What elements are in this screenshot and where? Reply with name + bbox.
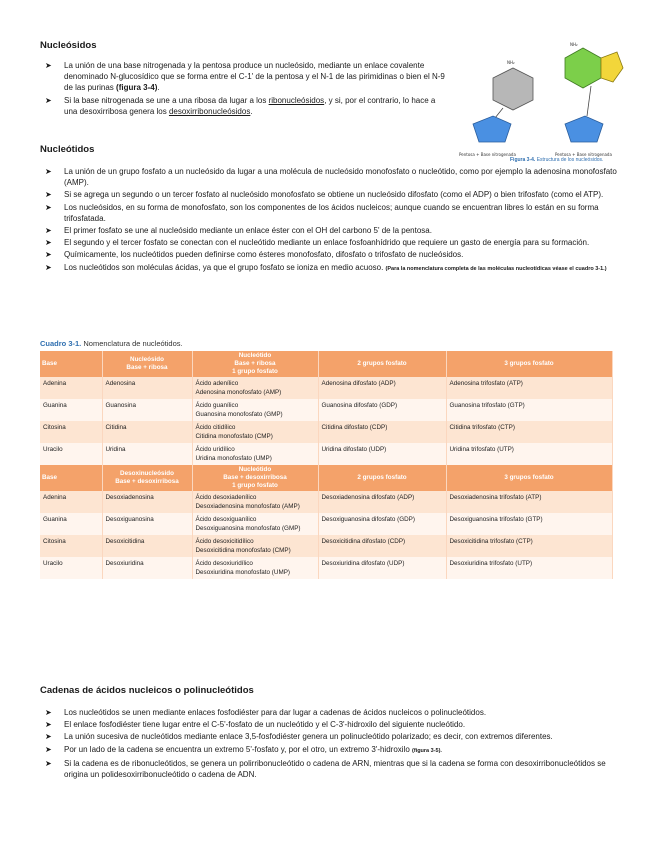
arrow-bullet-icon: ➤ <box>45 708 52 717</box>
nucleoside-structure-figure <box>455 38 625 163</box>
table-header-cell: Nucleótido Base + desoxirribosa 1 grupo fosfato <box>192 465 318 491</box>
table-cell: Desoxiadenosina trifosfato (ATP) <box>446 491 612 513</box>
table-cell: Guanosina <box>102 399 192 421</box>
acid-name: Ácido citidílico <box>195 424 236 431</box>
table-header-desoxi <box>40 465 612 491</box>
table-header-cell: Nucleósido Base + ribosa <box>102 351 192 377</box>
table-cell <box>192 421 318 443</box>
list-item: ➤ Los nucleósidos, en su forma de monofosfato, son los componentes de los ácidos nucleicos; aunque cuando se encuentran libres lo están en su forma trifosfatada. <box>45 202 599 223</box>
table-row <box>40 421 612 443</box>
link-desoxirribonucleosidos: desoxirribonucleósidos <box>168 106 251 116</box>
section-title-cadenas: Cadenas de ácidos nucleicos o polinucleótidos <box>40 685 254 696</box>
table-cell: Desoxicitidina difosfato (CDP) <box>318 535 446 557</box>
table-header-cell: Base <box>40 465 102 491</box>
list-item: ➤ La unión de una base nitrogenada y la pentosa produce un nucleósido, mediante un enlace covalente denominado N-glucosídico que se forma entre el C-1' de la pentosa y el N-1 de las pirimidinas o bien el N-9 de las purinas (figura 3-4). <box>45 61 445 93</box>
table-cell: Desoxiuridina trifosfato (UTP) <box>446 557 612 579</box>
acid-name: Ácido desoxiuridílico <box>195 560 253 567</box>
acid-name: Ácido adenílico <box>195 380 239 387</box>
monophosphate-name: Guanosina monofosfato (GMP) <box>195 411 283 418</box>
table-cell: Desoxiadenosina difosfato (ADP) <box>318 491 446 513</box>
table-caption: Cuadro 3-1. Nomenclatura de nucleótidos. <box>40 339 183 348</box>
monophosphate-name: Adenosina monofosfato (AMP) <box>195 389 282 396</box>
list-item: ➤ Los nucleótidos son moléculas ácidas, ya que el grupo fosfato se ioniza en medio acuoso. (Para la nomenclatura completa de las moléculas nucleotídicas véase el cuadro 3-1.) <box>45 262 607 272</box>
list-item: ➤ La unión sucesiva de nucleótidos mediante enlace 3,5-fosfodiéster genera un polinucleótido polarizado; es decir, con extremos diferentes. <box>45 732 553 742</box>
table-cell: Citosina <box>40 535 102 557</box>
arrow-bullet-icon: ➤ <box>45 95 52 105</box>
table-header-cell: 2 grupos fosfato <box>318 465 446 491</box>
table-cell: Desoxiuridina difosfato (UDP) <box>318 557 446 579</box>
table-header-cell: Nucleótido Base + ribosa 1 grupo fosfato <box>192 351 318 377</box>
list-item: ➤ La unión de un grupo fosfato a un nucleósido da lugar a una molécula de nucleósido monofosfato o nucleótido, como por ejemplo la adenosina monofosfato (AMP). <box>45 167 617 188</box>
table-cell: Citidina <box>102 421 192 443</box>
arrow-bullet-icon: ➤ <box>45 61 52 70</box>
nomenclature-table <box>40 351 613 579</box>
table-cell: Adenina <box>40 491 102 513</box>
table-header-cell: 2 grupos fosfato <box>318 351 446 377</box>
table-cell <box>192 399 318 421</box>
acid-name: Ácido desoxiadenílico <box>195 494 257 501</box>
list-item: ➤ Si la base nitrogenada se une a una ribosa da lugar a los ribonucleósidos, y si, por el contrario, lo hace a una desoxirribosa genera los desoxirribonucleósidos. <box>45 95 436 116</box>
monophosphate-name: Desoxiuridina monofosfato (UMP) <box>195 569 290 576</box>
table-cell: Desoxiadenosina <box>102 491 192 513</box>
table-cell: Uridina trifosfato (UTP) <box>446 443 612 465</box>
table-cell: Desoxicitidina trifosfato (CTP) <box>446 535 612 557</box>
table-cell: Desoxiguanosina trifosfato (GTP) <box>446 513 612 535</box>
arrow-bullet-icon: ➤ <box>45 262 52 272</box>
nucleotidos-list <box>40 166 620 276</box>
list-item: ➤ El enlace fosfodiéster tiene lugar entre el C-5'-fosfato de un nucleótido y el C-3'-hidroxilo del siguiente nucleótido. <box>45 720 466 730</box>
arrow-bullet-icon: ➤ <box>45 190 52 200</box>
pyrimidine-nucleoside-icon <box>459 60 533 157</box>
table-cell <box>192 443 318 465</box>
arrow-bullet-icon: ➤ <box>45 720 52 730</box>
table-row <box>40 377 612 399</box>
table-cell <box>192 535 318 557</box>
svg-text:NH₂: NH₂ <box>570 42 578 47</box>
purine-nucleoside-icon <box>555 42 623 157</box>
table-cell: Uracilo <box>40 557 102 579</box>
table-cell: Citosina <box>40 421 102 443</box>
list-item: ➤ Por un lado de la cadena se encuentra un extremo 5'-fosfato y, por el otro, un extremo 3'-hidroxilo (figura 3-5). <box>45 744 442 754</box>
arrow-bullet-icon: ➤ <box>45 758 52 768</box>
nucleosidos-list <box>40 60 450 118</box>
table-header-cell: 3 grupos fosfato <box>446 465 612 491</box>
arrow-bullet-icon: ➤ <box>45 202 52 212</box>
section-title-nucleosidos: Nucleósidos <box>40 40 97 51</box>
arrow-bullet-icon: ➤ <box>45 732 52 742</box>
table-cell: Desoxiuridina <box>102 557 192 579</box>
arrow-bullet-icon: ➤ <box>45 238 52 248</box>
list-item: ➤ El segundo y el tercer fosfato se conectan con el nucleótido mediante un enlace fosfoanhídrido que requiere un gasto de energía para su formación. <box>45 238 590 248</box>
section-title-nucleotidos: Nucleótidos <box>40 144 95 155</box>
table-cell <box>192 491 318 513</box>
table-cell: Guanosina difosfato (GDP) <box>318 399 446 421</box>
table-cell: Uridina difosfato (UDP) <box>318 443 446 465</box>
table-cell <box>192 557 318 579</box>
acid-name: Ácido desoxicitidílico <box>195 538 254 545</box>
table-header-cell: Base <box>40 351 102 377</box>
table-row <box>40 557 612 579</box>
monophosphate-name: Desoxiadenosina monofosfato (AMP) <box>195 503 300 510</box>
acid-name: Ácido desoxiguanílico <box>195 516 257 523</box>
monophosphate-name: Desoxiguanosina monofosfato (GMP) <box>195 525 301 532</box>
table-cell: Adenosina <box>102 377 192 399</box>
table-row <box>40 491 612 513</box>
monophosphate-name: Uridina monofosfato (UMP) <box>195 455 272 462</box>
list-item: ➤ Los nucleótidos se unen mediante enlaces fosfodiéster para dar lugar a cadenas de ácidos nucleicos o polinucleótidos. <box>45 708 487 717</box>
arrow-bullet-icon: ➤ <box>45 250 52 260</box>
table-row <box>40 399 612 421</box>
table-cell: Citidina difosfato (CDP) <box>318 421 446 443</box>
table-cell: Uracilo <box>40 443 102 465</box>
monophosphate-name: Desoxicitidina monofosfato (CMP) <box>195 547 291 554</box>
table-header-cell: Desoxinucleósido Base + desoxirribosa <box>102 465 192 491</box>
left-figure-label: Pentosa + Base nitrogenada <box>459 152 516 157</box>
cadenas-list <box>40 707 625 781</box>
table-row <box>40 443 612 465</box>
table-row <box>40 513 612 535</box>
table-header-cell: 3 grupos fosfato <box>446 351 612 377</box>
link-ribonucleosidos: ribonucleósidos <box>268 95 325 105</box>
arrow-bullet-icon: ➤ <box>45 744 52 754</box>
right-figure-label: Pentosa + Base nitrogenada <box>555 152 612 157</box>
table-cell: Guanina <box>40 513 102 535</box>
table-cell: Adenosina trifosfato (ATP) <box>446 377 612 399</box>
table-row <box>40 535 612 557</box>
table-cell: Desoxiguanosina difosfato (GDP) <box>318 513 446 535</box>
table-cell: Desoxiguanosina <box>102 513 192 535</box>
table-cell <box>192 377 318 399</box>
table-cell: Guanina <box>40 399 102 421</box>
table-cell: Guanosina trifosfato (GTP) <box>446 399 612 421</box>
acid-name: Ácido guanílico <box>195 402 239 409</box>
table-cell: Adenosina difosfato (ADP) <box>318 377 446 399</box>
figure-caption: Figura 3-4. Estructura de los nucleósidos. <box>510 157 604 163</box>
list-item: ➤ Químicamente, los nucleótidos pueden definirse como ésteres monofosfato, difosfato o trifosfato de nucleósidos. <box>45 250 464 260</box>
list-item: ➤ El primer fosfato se une al nucleósido mediante un enlace éster con el OH del carbono 5' de la pentosa. <box>45 226 432 236</box>
table-cell: Citidina trifosfato (CTP) <box>446 421 612 443</box>
arrow-bullet-icon: ➤ <box>45 167 52 176</box>
table-cell: Desoxicitidina <box>102 535 192 557</box>
list-item: ➤ Si se agrega un segundo o un tercer fosfato al nucleósido monofosfato se obtiene un nucleósido difosfato (como el ADP) o bien trifosfato (como el ATP). <box>45 190 604 200</box>
table-cell <box>192 513 318 535</box>
table-header-ribo <box>40 351 612 377</box>
monophosphate-name: Citidina monofosfato (CMP) <box>195 433 273 440</box>
list-item: ➤ Si la cadena es de ribonucleótidos, se genera un polirribonucleótido o cadena de ARN, mientras que si la cadena se forma con desoxirribonucleótidos se origina un polidesoxirribonucleótido o cadena de ADN. <box>45 758 606 780</box>
acid-name: Ácido uridílico <box>195 446 235 453</box>
arrow-bullet-icon: ➤ <box>45 226 52 236</box>
table-cell: Adenina <box>40 377 102 399</box>
svg-text:NH₂: NH₂ <box>507 60 515 65</box>
table-cell: Uridina <box>102 443 192 465</box>
